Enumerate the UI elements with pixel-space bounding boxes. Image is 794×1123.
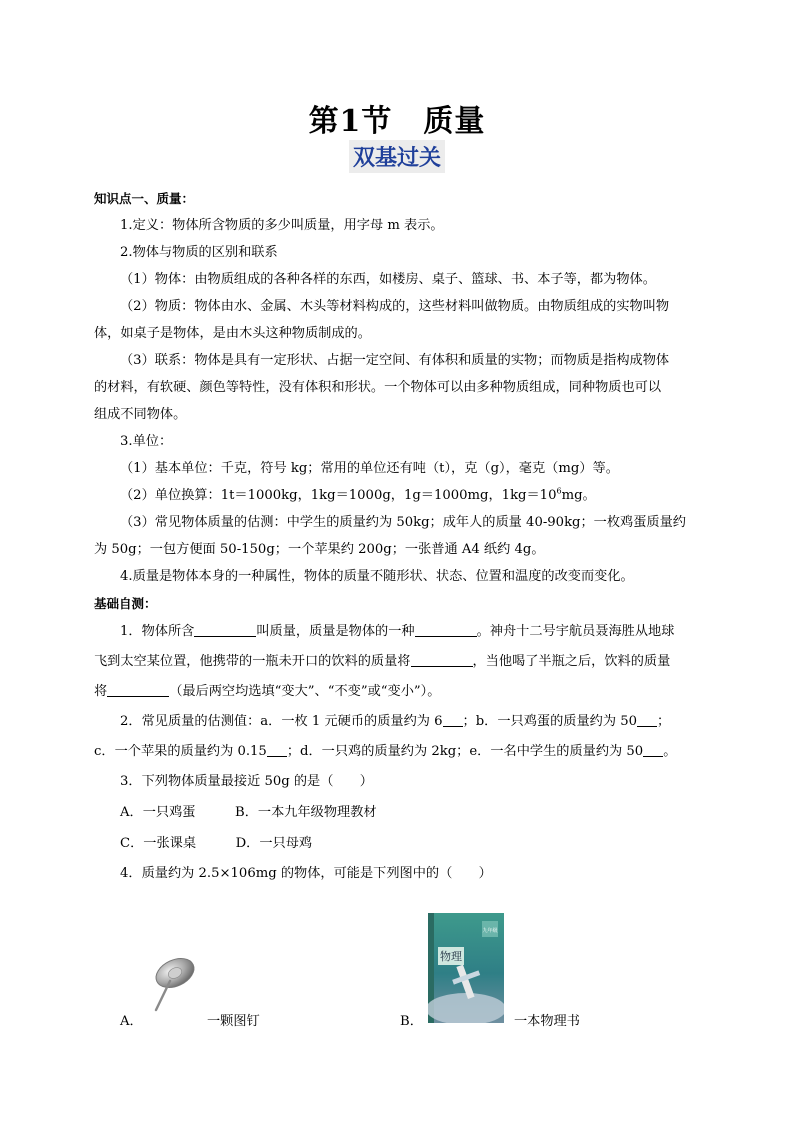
q1-text-3: 。神舟十二号宇航员聂海胜从地球 bbox=[476, 624, 675, 639]
option-a-text: 一颗图钉 bbox=[207, 1014, 260, 1029]
q1-text-5: ，当他喝了半瓶之后，饮料的质量 bbox=[472, 654, 671, 669]
test-heading: 基础自测： bbox=[94, 596, 157, 611]
unit-2 bbox=[94, 482, 699, 509]
unit-3a: （3）常见物体质量的估测：中学生的质量约为 50kg；成年人的质量 40-90kg；一枚鸡蛋质量约 bbox=[120, 515, 686, 530]
q1-text-1: 1．物体所含 bbox=[120, 624, 195, 639]
physics-book-icon bbox=[428, 913, 504, 1023]
relation-2a: （2）物质：物体由水、金属、木头等材料构成的，这些材料叫做物质。由物质组成的实物叫物 bbox=[120, 299, 670, 314]
q1-text-2: 叫质量，质量是物体的一种 bbox=[256, 624, 415, 639]
q1-text-6: 将 bbox=[94, 684, 108, 699]
relation-2b: 体，如桌子是物体，是由木头这种物质制成的。 bbox=[94, 326, 371, 341]
content-body bbox=[94, 185, 699, 889]
q1-text-7: （最后两空均选填“变大”、“不变”或“变小”）。 bbox=[169, 684, 441, 699]
q1-text-4: 飞到太空某位置，他携带的一瓶未开口的饮料的质量将 bbox=[94, 654, 411, 669]
thumbtack-icon bbox=[148, 955, 198, 1015]
answer-blank[interactable] bbox=[443, 713, 463, 727]
unit-3b: 为 50g；一包方便面 50-150g；一个苹果约 200g；一张普通 A4 纸约 4g。 bbox=[94, 542, 545, 557]
relation-1: （1）物体：由物质组成的各种各样的东西，如楼房、桌子、篮球、书、本子等，都为物体。 bbox=[120, 272, 656, 287]
question-4-images bbox=[0, 905, 794, 1035]
question-1-line-1 bbox=[94, 617, 699, 647]
answer-blank[interactable] bbox=[267, 743, 287, 757]
definition-line: 1.定义：物体所含物质的多少叫质量，用字母 m 表示。 bbox=[120, 218, 444, 233]
q2-text-2: ；b．一只鸡蛋的质量约为 50 bbox=[462, 714, 638, 729]
question-4: 4．质量约为 2.5×106mg 的物体，可能是下列图中的（ ） bbox=[120, 866, 492, 881]
question-1-line-3 bbox=[94, 677, 699, 707]
relation-3a: （3）联系：物体是具有一定形状、占据一定空间、有体积和质量的实物；而物质是指构成物体 bbox=[120, 353, 670, 368]
unit-2-post: mg。 bbox=[561, 488, 596, 503]
q2-text-1: 2．常见质量的估测值：a．一枚 1 元硬币的质量约为 6 bbox=[120, 714, 443, 729]
answer-blank[interactable] bbox=[643, 743, 663, 757]
unit-title: 3.单位： bbox=[120, 434, 173, 449]
unit-2-sup: 6 bbox=[556, 486, 562, 496]
relation-3c: 组成不同物体。 bbox=[94, 407, 187, 422]
question-1-line-2 bbox=[94, 647, 699, 677]
question-3-options-cd[interactable]: C．一张课桌 D．一只母鸡 bbox=[120, 836, 313, 851]
q2-text-4: c．一个苹果的质量约为 0.15 bbox=[94, 744, 267, 759]
unit-1: （1）基本单位：千克，符号 kg；常用的单位还有吨（t），克（g），毫克（mg）等。 bbox=[120, 461, 619, 476]
q2-text-6: 。 bbox=[663, 744, 677, 759]
relation-title: 2.物体与物质的区别和联系 bbox=[120, 245, 278, 260]
q2-text-3: ； bbox=[657, 714, 671, 729]
answer-blank[interactable] bbox=[107, 683, 169, 697]
subtitle-wrap bbox=[0, 140, 794, 173]
q2-text-5: ；d．一只鸡的质量约为 2kg；e．一名中学生的质量约为 50 bbox=[286, 744, 644, 759]
knowledge-heading: 知识点一、质量： bbox=[94, 191, 195, 206]
book-grade-label: 九年级 bbox=[482, 928, 498, 934]
question-2-line-2 bbox=[94, 737, 699, 767]
question-3-options-ab[interactable]: A．一只鸡蛋 B．一本九年级物理教材 bbox=[120, 805, 377, 820]
relation-3b: 的材料，有软硬、颜色等特性，没有体积和形状。一个物体可以由多种物质组成，同种物质也可以 bbox=[94, 380, 662, 395]
section-subtitle: 双基过关 bbox=[349, 140, 445, 173]
answer-blank[interactable] bbox=[411, 653, 473, 667]
question-2-line-1 bbox=[94, 707, 699, 737]
answer-blank[interactable] bbox=[415, 623, 477, 637]
option-a-letter[interactable]: A． bbox=[120, 1014, 143, 1029]
answer-blank[interactable] bbox=[194, 623, 256, 637]
question-3: 3．下列物体质量最接近 50g 的是（ ） bbox=[120, 774, 373, 789]
answer-blank[interactable] bbox=[637, 713, 657, 727]
option-b-letter[interactable]: B． bbox=[400, 1014, 423, 1029]
book-cover-title: 物理 bbox=[440, 950, 462, 963]
page-title: 第1节 质量 bbox=[308, 104, 486, 139]
option-b-text: 一本物理书 bbox=[514, 1014, 580, 1029]
unit-2-pre: （2）单位换算：1t＝1000kg，1kg＝1000g，1g＝1000mg，1kg＝10 bbox=[120, 488, 557, 503]
attribute-line: 4.质量是物体本身的一种属性，物体的质量不随形状、状态、位置和温度的改变而变化。 bbox=[120, 569, 634, 584]
